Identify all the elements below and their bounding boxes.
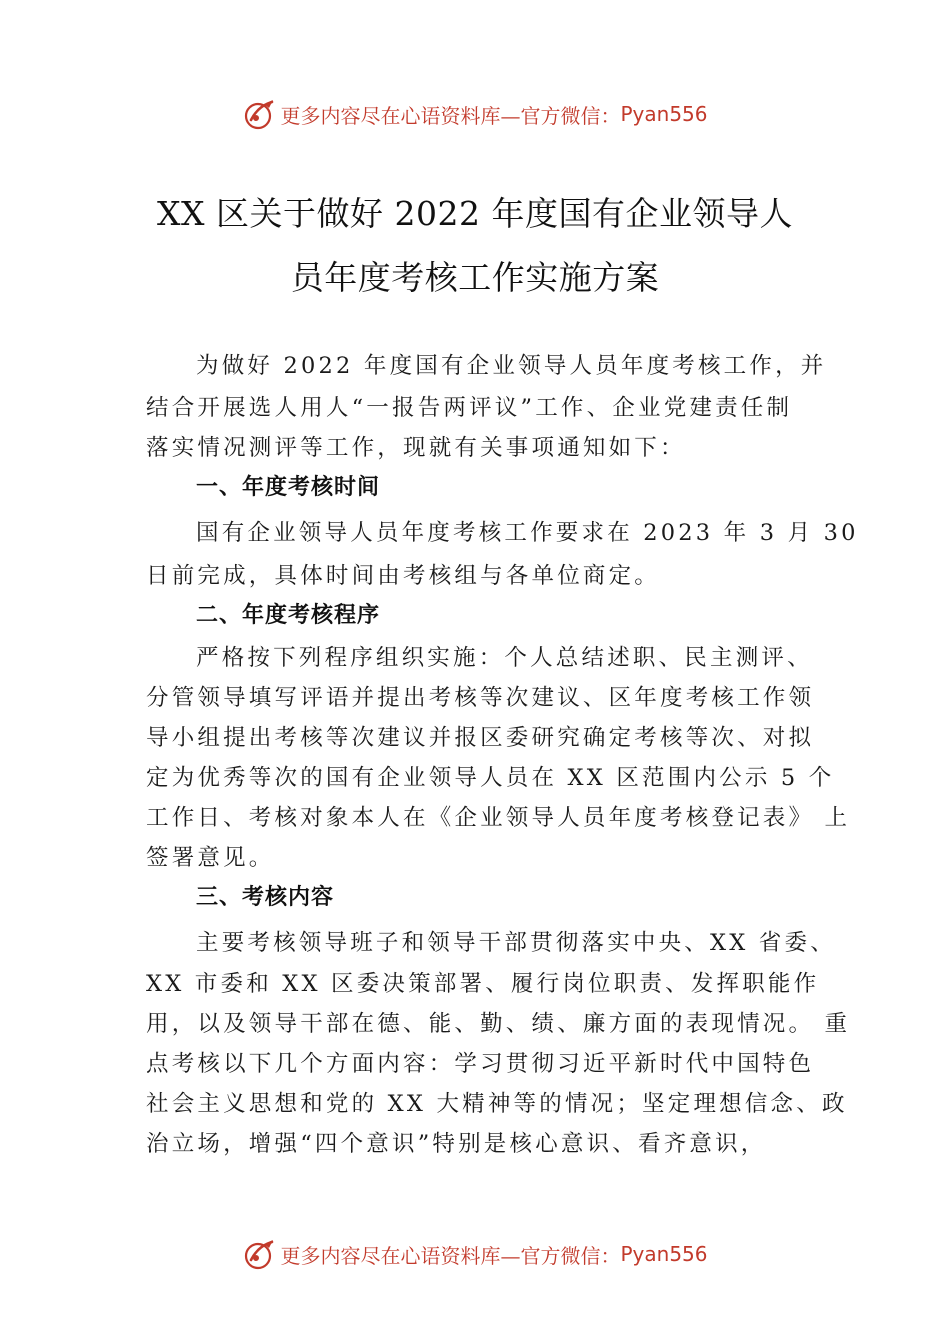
wechat-id: Pyan556 [620, 1242, 708, 1266]
document-title-line-2: 员年度考核工作实施方案 [290, 258, 660, 297]
section-2-line: 分管领导填写评语并提出考核等次建议、区年度考核工作领 [146, 685, 815, 711]
brand-logo-icon [242, 96, 278, 132]
intro-line: 为做好 2022 年度国有企业领导人员年度考核工作，并 [196, 353, 827, 379]
section-3-line: 社会主义思想和党的 XX 大精神等的情况；坚定理想信念、政 [146, 1091, 848, 1117]
footer-banner [0, 1234, 950, 1274]
wechat-id: Pyan556 [620, 102, 708, 126]
intro-line: 落实情况测评等工作，现就有关事项通知如下： [146, 435, 686, 461]
section-1-line: 国有企业领导人员年度考核工作要求在 2023 年 3 月 30 [196, 520, 859, 546]
section-2-line: 工作日、考核对象本人在《企业领导人员年度考核登记表》 上 [146, 805, 851, 831]
document-title-line-1: XX 区关于做好 2022 年度国有企业领导人 [157, 194, 793, 233]
section-heading-content: 三、考核内容 [196, 885, 335, 910]
header-banner [0, 94, 950, 134]
section-2-line: 定为优秀等次的国有企业领导人员在 XX 区范围内公示 5 个 [146, 765, 835, 791]
section-3-line: 治立场，增强“四个意识”特别是核心意识、看齐意识， [146, 1131, 767, 1157]
brand-logo-icon [242, 1236, 278, 1272]
section-heading-procedure: 二、年度考核程序 [196, 603, 381, 628]
section-3-line: 主要考核领导班子和领导干部贯彻落实中央、XX 省委、 [196, 930, 836, 956]
banner-text: 更多内容尽在心语资料库—官方微信： [280, 1243, 621, 1268]
section-heading-time: 一、年度考核时间 [196, 475, 381, 500]
intro-line: 结合开展选人用人“一报告两评议”工作、企业党建责任制 [146, 395, 793, 421]
section-3-line: 点考核以下几个方面内容：学习贯彻习近平新时代中国特色 [146, 1051, 815, 1077]
section-2-line: 导小组提出考核等次建议并报区委研究确定考核等次、对拟 [146, 725, 815, 751]
section-3-line: 用，以及领导干部在德、能、勤、绩、廉方面的表现情况。 重 [146, 1011, 851, 1037]
section-2-line: 严格按下列程序组织实施：个人总结述职、民主测评、 [196, 645, 813, 671]
section-2-line: 签署意见。 [146, 845, 275, 871]
banner-text: 更多内容尽在心语资料库—官方微信： [280, 103, 621, 128]
section-3-line: XX 市委和 XX 区委决策部署、履行岗位职责、发挥职能作 [146, 971, 820, 997]
section-1-line: 日前完成，具体时间由考核组与各单位商定。 [146, 563, 661, 589]
